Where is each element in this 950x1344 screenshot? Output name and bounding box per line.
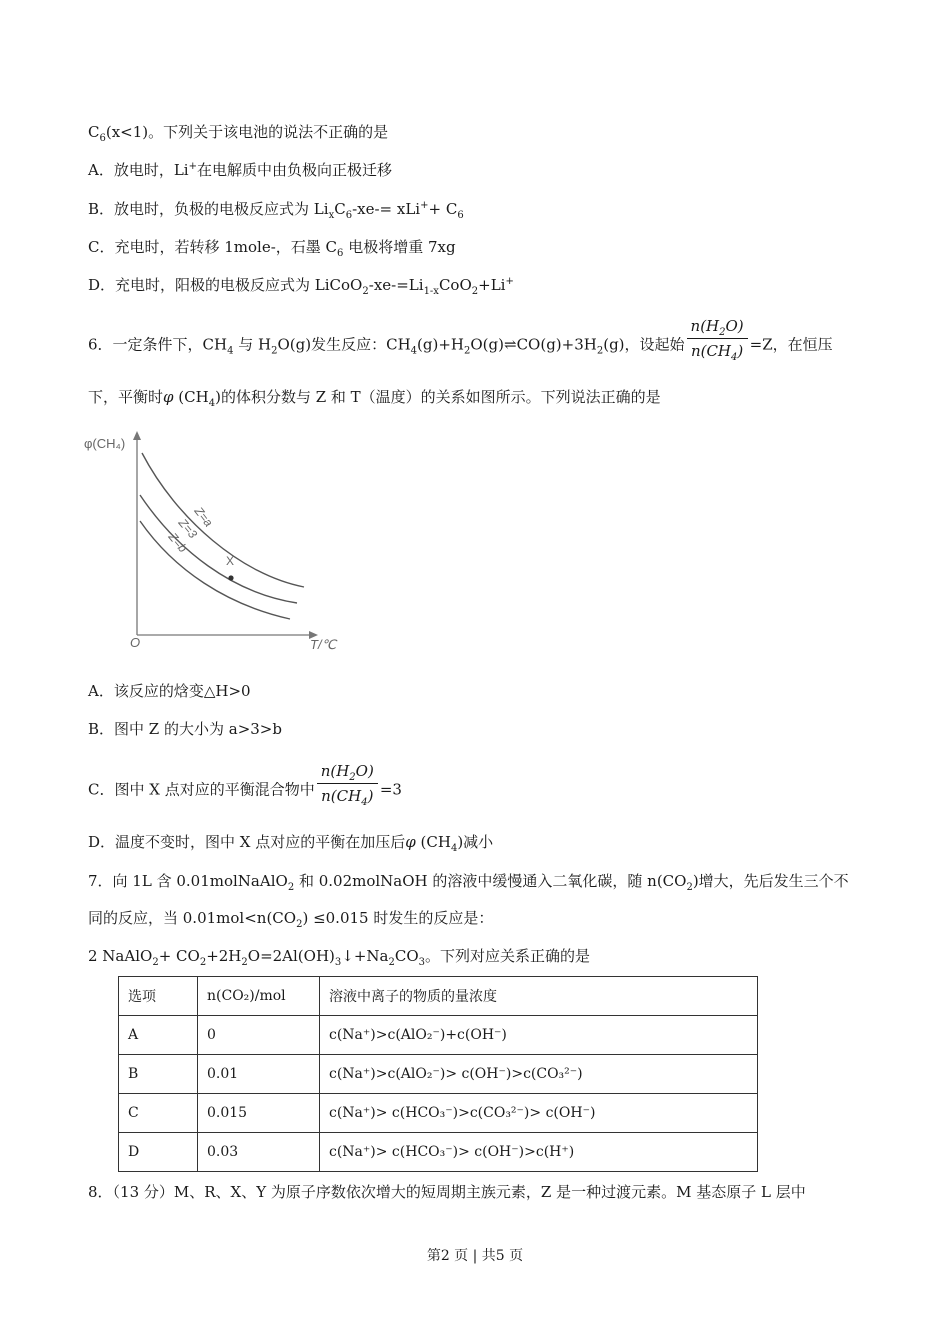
- table-header-cell: 选项: [119, 977, 198, 1016]
- q5-option-c: C．充电时，若转移 1mole-，石墨 $C_6$ 电极将增重 7xg: [88, 238, 456, 259]
- q5-option-d: D．充电时，阳极的电极反应式为 $LiCoO_2-xe-=Li_{1-x}CoO_2+Li^+$: [88, 276, 514, 297]
- q5-stem: $C_6(x<1)$。下列关于该电池的说法不正确的是: [88, 123, 389, 144]
- table-row: [119, 1133, 758, 1172]
- curve-label-z-3: Z=3: [175, 515, 200, 542]
- table-row: [119, 1016, 758, 1055]
- q6-option-c: C．图中 X 点对应的平衡混合物中 $\frac{n(H_2O)}{n(CH_4)}$ =3: [88, 762, 402, 808]
- table-cell: 0.03: [198, 1133, 320, 1172]
- table-cell: c(Na⁺)> c(HCO₃⁻)> c(OH⁻)>c(H⁺): [320, 1133, 758, 1172]
- q6-stem-line2: 下，平衡时φ $(CH_4)$的体积分数与 Z 和 T（温度）的关系如图所示。下列说法正确的是: [88, 388, 661, 409]
- z-ratio-fraction: $\frac{n(H_2O)}{n(CH_4)}$: [687, 316, 748, 361]
- q6-option-d: D．温度不变时，图中 X 点对应的平衡在加压后φ $(CH_4)$减小: [88, 833, 494, 854]
- q7-options-table: [118, 976, 758, 1172]
- table-cell: c(Na⁺)>c(AlO₂⁻)+c(OH⁻): [320, 1016, 758, 1055]
- q5-option-b: B．放电时，负极的电极反应式为 $Li_xC_6-xe-= xLi^++ C_6$: [88, 200, 464, 221]
- y-axis-arrow: [133, 431, 141, 440]
- table-header-cell: 溶液中离子的物质的量浓度: [320, 977, 758, 1016]
- q6-option-b: B．图中 Z 的大小为 a>3>b: [88, 720, 282, 738]
- q7-stem-line3: 2 NaAlO$_2$+ $CO_2+2H_2O=2Al(OH)_3↓+Na_2CO_3$。下列对应关系正确的是: [88, 947, 591, 968]
- table-cell: 0.01: [198, 1055, 320, 1094]
- table-cell: C: [119, 1094, 198, 1133]
- y-axis-label: φ(CH₄): [84, 436, 126, 451]
- table-row: [119, 1055, 758, 1094]
- table-cell: c(Na⁺)>c(AlO₂⁻)> c(OH⁻)>c(CO₃²⁻): [320, 1055, 758, 1094]
- table-row: [119, 1094, 758, 1133]
- page-footer: 第2 页 | 共5 页: [426, 1248, 524, 1264]
- q6-option-a: A．该反应的焓变△H>0: [88, 682, 251, 700]
- equilibrium-arrow: ⇌: [503, 335, 517, 354]
- table-cell: 0: [198, 1016, 320, 1055]
- table-header-cell: n(CO₂)/mol: [198, 977, 320, 1016]
- equilibrium-graph: [82, 425, 362, 660]
- x-axis-label: T/℃: [310, 637, 337, 652]
- curve-label-z-a: Z=a: [191, 504, 216, 530]
- q7-stem-line2: 同的反应，当 $0.01mol<n(CO_2) \le 0.015$ 时发生的反应是：: [88, 909, 494, 930]
- x-point-ratio-fraction: $\frac{n(H_2O)}{n(CH_4)}$: [317, 761, 378, 806]
- curve-label-z-b: Z=b: [165, 529, 190, 556]
- q7-stem-line1: 7．向 1L 含 0.01molNaAlO$_2$ 和 0.02molNaOH 的溶液中缓慢通入二氧化碳，随 $n(CO_2)$增大，先后发生三个不: [88, 872, 849, 893]
- q5-option-a: A．放电时，Li+在电解质中由负极向正极迁移: [88, 161, 392, 179]
- table-header-row: [119, 977, 758, 1016]
- table-cell: B: [119, 1055, 198, 1094]
- curve-z-a: [142, 453, 304, 587]
- origin-label: O: [130, 635, 141, 650]
- point-x-label: X: [226, 554, 235, 568]
- table-cell: 0.015: [198, 1094, 320, 1133]
- q8-stem-line1: 8．（13 分）M、R、X、Y 为原子序数依次增大的短周期主族元素，Z 是一种过渡元素。M 基态原子 L 层中: [88, 1183, 806, 1201]
- table-cell: D: [119, 1133, 198, 1172]
- point-x: [228, 575, 233, 580]
- table-cell: A: [119, 1016, 198, 1055]
- table-cell: c(Na⁺)> c(HCO₃⁻)>c(CO₃²⁻)> c(OH⁻): [320, 1094, 758, 1133]
- q6-stem-line1: 6．一定条件下，$CH_4$ 与 $H_2O(g)$发生反应：$CH_4(g)+H_2O(g)\rightleftharpoons CO(g)+3H_2(g)$，设起始 $\frac{n(H_2O)}{n(CH_4)}$ =Z，在恒压: [88, 317, 833, 363]
